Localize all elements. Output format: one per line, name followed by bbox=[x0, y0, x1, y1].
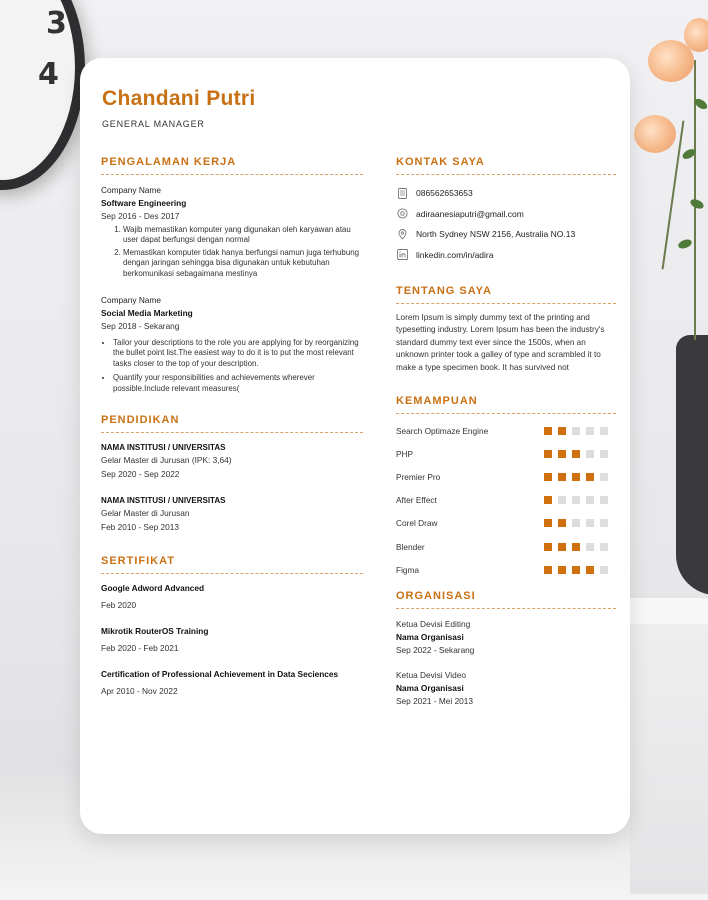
left-column bbox=[101, 156, 363, 697]
flower bbox=[634, 115, 676, 153]
job-duty: 1. Wajib memastikan komputer yang digunakan oleh karyawan atau user dapat berfungsi dengan normal bbox=[123, 225, 363, 246]
job-position: Social Media Marketing bbox=[101, 308, 193, 319]
skill-level bbox=[544, 450, 614, 458]
skill-dot-filled bbox=[544, 543, 552, 551]
skill-name: Figma bbox=[396, 564, 420, 575]
skill-row bbox=[396, 489, 616, 512]
organization-name: Nama Organisasi bbox=[396, 683, 464, 694]
organization-period: Sep 2022 - Sekarang bbox=[396, 645, 475, 656]
skill-dot-filled bbox=[558, 519, 566, 527]
certificate-entry bbox=[101, 625, 363, 654]
contact-phone-text: 086562653653 bbox=[416, 188, 473, 199]
education-degree: Gelar Master di Jurusan (IPK: 3,64) bbox=[101, 455, 232, 466]
skill-dot-filled bbox=[544, 427, 552, 435]
certificate-period: Apr 2010 - Nov 2022 bbox=[101, 686, 178, 697]
certificate-name: Certification of Professional Achievement in Data Seciences bbox=[101, 669, 339, 680]
vase bbox=[676, 335, 708, 595]
skill-dot-empty bbox=[586, 519, 594, 527]
organization-entry bbox=[396, 668, 616, 707]
shelf-front bbox=[630, 624, 708, 894]
job-position: Software Engineering bbox=[101, 198, 187, 208]
skill-dot-empty bbox=[600, 473, 608, 481]
contact-list bbox=[396, 183, 616, 265]
certificate-entry bbox=[101, 582, 363, 611]
skill-dot-filled bbox=[586, 566, 594, 574]
skill-dot-empty bbox=[600, 427, 608, 435]
certificate-period: Feb 2020 - Feb 2021 bbox=[101, 643, 179, 654]
skill-dot-filled bbox=[544, 496, 552, 504]
certificate-period: Feb 2020 bbox=[101, 600, 137, 611]
skill-dot-filled bbox=[586, 473, 594, 481]
skill-dot-empty bbox=[586, 450, 594, 458]
education-period: Sep 2020 - Sep 2022 bbox=[101, 469, 180, 480]
job-period: Sep 2018 - Sekarang bbox=[101, 321, 180, 332]
clock-number: 3 bbox=[46, 6, 67, 41]
skill-dot-empty bbox=[600, 496, 608, 504]
skill-dot-filled bbox=[544, 450, 552, 458]
job-company: Company Name bbox=[101, 185, 161, 195]
skill-row bbox=[396, 535, 616, 558]
job-duty: • Quantify your responsibilities and achievements wherever possible.Include relevant measures( bbox=[113, 373, 363, 394]
about-text: Lorem Ipsum is simply dummy text of the printing and typesetting industry. Lorem Ipsum has been the industry's standard dummy text ever since the 1500s, when an unknown printer took a galley of type and scrambled it to make a type specimen book. It has survived not bbox=[396, 313, 605, 372]
contact-address-text: North Sydney NSW 2156, Australia NO.13 bbox=[416, 229, 576, 240]
organization-period: Sep 2021 - Mei 2013 bbox=[396, 696, 474, 707]
certificates-title: SERTIFIKAT bbox=[101, 555, 363, 574]
skill-dot-filled bbox=[572, 543, 580, 551]
skill-dot-filled bbox=[558, 450, 566, 458]
skill-level bbox=[544, 473, 614, 481]
skill-name: Search Optimaze Engine bbox=[396, 425, 489, 436]
skill-dot-empty bbox=[572, 519, 580, 527]
resume-name: Chandani Putri bbox=[102, 87, 256, 110]
right-column bbox=[396, 156, 616, 707]
experience-title: PENGALAMAN KERJA bbox=[101, 156, 363, 175]
skill-dot-filled bbox=[544, 473, 552, 481]
skill-dot-filled bbox=[572, 450, 580, 458]
skill-name: Corel Draw bbox=[396, 518, 438, 529]
job-entry bbox=[101, 183, 363, 279]
education-school: NAMA INSTITUSI / UNIVERSITAS bbox=[101, 443, 226, 453]
job-duties bbox=[123, 225, 363, 279]
skill-row bbox=[396, 419, 616, 442]
organization-name: Nama Organisasi bbox=[396, 632, 464, 643]
contact-email[interactable] bbox=[396, 204, 616, 225]
job-duty: • Tailor your descriptions to the role you are applying for by reorganizing the bullet point list.The easiest way to do it is to put the most relevant tasks closer to the top of your description. bbox=[113, 338, 363, 369]
skill-dot-filled bbox=[558, 566, 566, 574]
skill-dot-empty bbox=[572, 427, 580, 435]
certificate-name: Mikrotik RouterOS Training bbox=[101, 626, 209, 637]
skills-title: KEMAMPUAN bbox=[396, 395, 616, 414]
skill-row bbox=[396, 512, 616, 535]
education-entry bbox=[101, 494, 363, 533]
contact-linkedin-text: linkedin.com/in/adira bbox=[416, 249, 494, 260]
skill-name: Blender bbox=[396, 541, 425, 552]
skill-list bbox=[396, 419, 616, 581]
contact-phone bbox=[396, 183, 616, 204]
job-duties bbox=[113, 338, 363, 394]
skill-level bbox=[544, 496, 614, 504]
education-period: Feb 2010 - Sep 2013 bbox=[101, 522, 179, 533]
skill-dot-empty bbox=[586, 543, 594, 551]
skill-dot-empty bbox=[558, 496, 566, 504]
skill-dot-filled bbox=[544, 519, 552, 527]
shelf bbox=[630, 598, 708, 624]
organization-entry bbox=[396, 617, 616, 656]
skill-level bbox=[544, 427, 614, 435]
skill-dot-empty bbox=[572, 496, 580, 504]
skill-level bbox=[544, 543, 614, 551]
certificate-entry bbox=[101, 668, 363, 697]
skill-dot-empty bbox=[600, 450, 608, 458]
skill-level bbox=[544, 566, 614, 574]
skill-level bbox=[544, 519, 614, 527]
linkedin-icon bbox=[396, 249, 408, 261]
contact-email-text: adiraanesiaputri@gmail.com bbox=[416, 208, 524, 219]
certificate-name: Google Adword Advanced bbox=[101, 583, 205, 594]
contact-address bbox=[396, 224, 616, 245]
job-duty: 2. Memastikan komputer tidak hanya berfungsi namun juga terhubung dengan jaringan sehingga bisa digunakan untuk kebutuhan berkomunikasi sebagaimana mestinya bbox=[123, 248, 363, 279]
skill-dot-filled bbox=[572, 566, 580, 574]
about-title: TENTANG SAYA bbox=[396, 285, 616, 304]
skill-dot-empty bbox=[600, 543, 608, 551]
phone-icon bbox=[396, 187, 408, 199]
resume-card bbox=[80, 58, 630, 834]
organization-title: ORGANISASI bbox=[396, 590, 616, 609]
skill-dot-empty bbox=[600, 566, 608, 574]
job-period: Sep 2016 - Des 2017 bbox=[101, 211, 180, 221]
skill-row bbox=[396, 442, 616, 465]
resume-role: GENERAL MANAGER bbox=[102, 119, 205, 129]
contact-title: KONTAK SAYA bbox=[396, 156, 616, 175]
education-title: PENDIDIKAN bbox=[101, 414, 363, 433]
flower bbox=[684, 18, 708, 52]
skill-dot-filled bbox=[572, 473, 580, 481]
skill-dot-filled bbox=[558, 427, 566, 435]
organization-role: Ketua Devisi Editing bbox=[396, 619, 471, 630]
contact-linkedin[interactable] bbox=[396, 245, 616, 266]
skill-name: After Effect bbox=[396, 495, 437, 506]
skill-name: PHP bbox=[396, 448, 414, 459]
job-entry bbox=[101, 293, 363, 394]
skill-row bbox=[396, 465, 616, 488]
education-entry bbox=[101, 441, 363, 480]
skill-dot-empty bbox=[586, 496, 594, 504]
email-icon bbox=[396, 208, 408, 220]
skill-dot-empty bbox=[586, 427, 594, 435]
job-company: Company Name bbox=[101, 295, 161, 306]
skill-row bbox=[396, 558, 616, 581]
skill-dot-empty bbox=[600, 519, 608, 527]
education-school: NAMA INSTITUSI / UNIVERSITAS bbox=[101, 496, 226, 506]
skill-dot-filled bbox=[558, 543, 566, 551]
skill-dot-filled bbox=[544, 566, 552, 574]
education-degree: Gelar Master di Jurusan bbox=[101, 508, 190, 519]
location-icon bbox=[396, 228, 408, 240]
clock-number: 4 bbox=[38, 57, 59, 92]
skill-name: Premier Pro bbox=[396, 472, 441, 482]
skill-dot-filled bbox=[558, 473, 566, 481]
organization-role: Ketua Devisi Video bbox=[396, 670, 466, 681]
